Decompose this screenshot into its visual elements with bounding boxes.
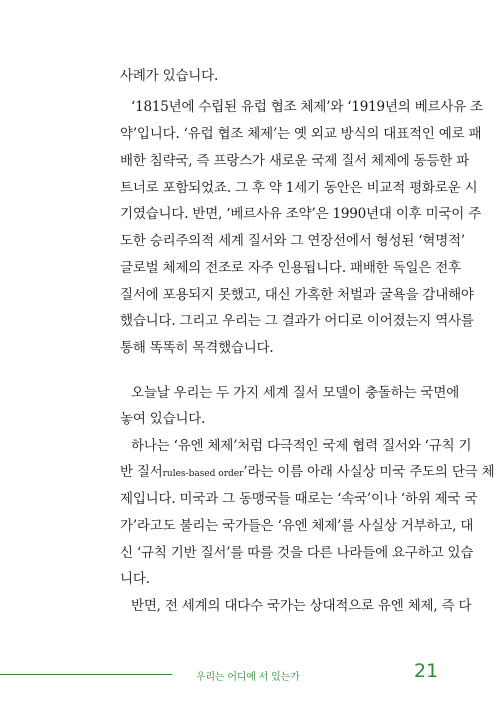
text-line: 하나는 ‘유엔 체제’처럼 다극적인 국제 협력 질서와 ‘규칙 기 bbox=[131, 438, 472, 454]
text-line: 기였습니다. 반면, ‘베르사유 조약’은 1990년대 이후 미국이 주 bbox=[120, 206, 482, 222]
text-line: 트너로 포함되었죠. 그 후 약 1세기 동안은 비교적 평화로운 시 bbox=[120, 180, 478, 196]
footer-rule bbox=[0, 674, 172, 675]
inline-english-gloss: rules-based order bbox=[162, 469, 244, 479]
text-line: 통해 똑똑히 목격했습니다. bbox=[120, 340, 274, 356]
text-line-with-footnote bbox=[120, 464, 495, 482]
page-number: 21 bbox=[414, 660, 439, 682]
text-line: 글로벌 체제의 전조로 자주 인용됩니다. 패배한 독일은 전후 bbox=[120, 260, 461, 276]
text-line: 신 ‘규칙 기반 질서’를 따를 것을 다른 나라들에 요구하고 있습 bbox=[120, 545, 474, 561]
text-line: 질서에 포용되지 못했고, 대신 가혹한 처벌과 굴욕을 감내해야 bbox=[120, 287, 474, 303]
text-segment: 반 질서 bbox=[120, 464, 163, 480]
text-line: 니다. bbox=[120, 571, 150, 587]
text-segment: ’라는 이름 아래 사실상 미국 주도의 단극 체 bbox=[243, 464, 495, 480]
running-footer-title: 우리는 어디에 서 있는가 bbox=[196, 672, 300, 683]
text-line: 약’입니다. ‘유럽 협조 체제’는 옛 외교 방식의 대표적인 예로 패 bbox=[120, 126, 482, 142]
text-line: 가’라고도 불리는 국가들은 ‘유엔 체제’를 사실상 거부하고, 대 bbox=[120, 518, 474, 534]
text-line: 사례가 있습니다. bbox=[120, 68, 219, 84]
text-line: 배한 침략국, 즉 프랑스가 새로운 국제 질서 체제에 동등한 파 bbox=[120, 153, 470, 169]
text-line: 도한 승리주의적 세계 질서와 그 연장선에서 형성된 ‘혁명적’ bbox=[120, 233, 466, 249]
text-line: ‘1815년에 수립된 유럽 협조 체제’와 ‘1919년의 베르사유 조 bbox=[131, 99, 484, 115]
text-line: 오늘날 우리는 두 가지 세계 질서 모델이 충돌하는 국면에 bbox=[131, 385, 460, 401]
text-line: 제입니다. 미국과 그 동맹국들 때로는 ‘속국’이나 ‘하위 제국 국 bbox=[120, 491, 478, 507]
text-line: 반면, 전 세계의 대다수 국가는 상대적으로 유엔 체제, 즉 다 bbox=[131, 598, 472, 614]
text-line: 놓여 있습니다. bbox=[120, 411, 206, 427]
text-line: 했습니다. 그리고 우리는 그 결과가 어디로 이어졌는지 역사를 bbox=[120, 313, 474, 329]
